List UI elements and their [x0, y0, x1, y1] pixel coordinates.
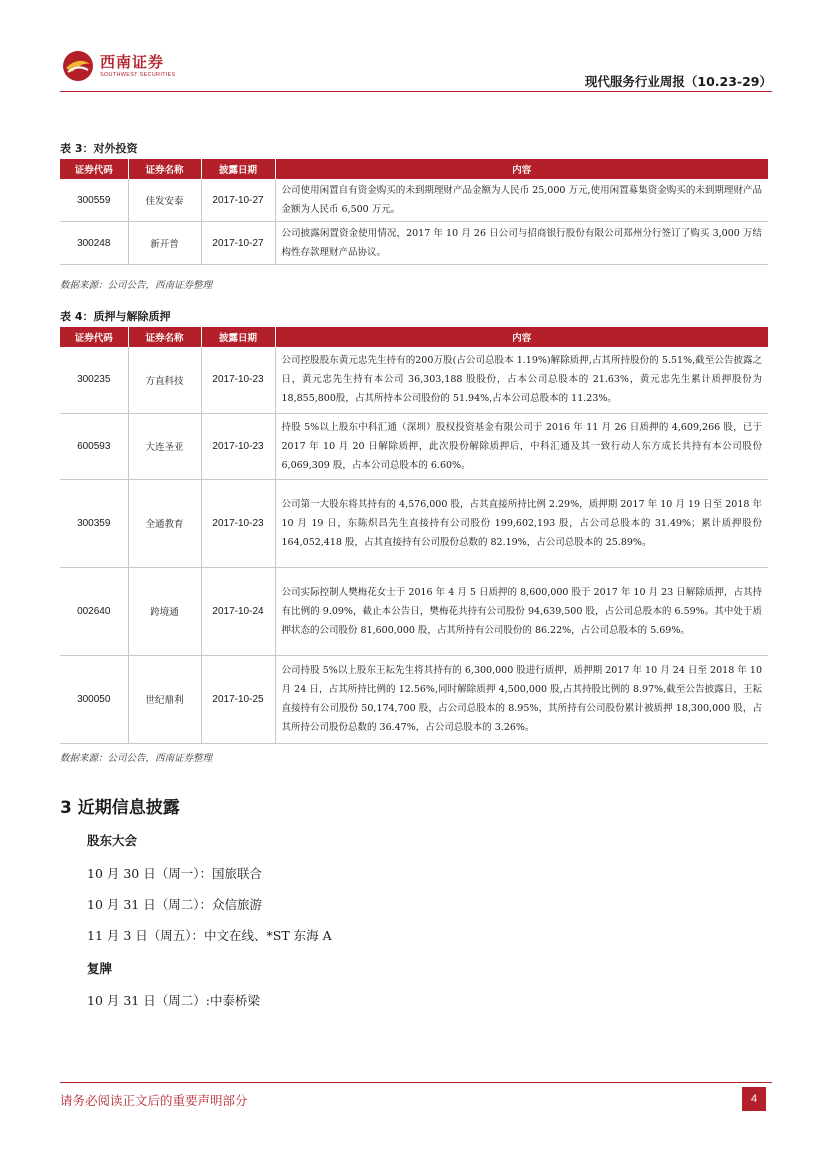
header-name: 证券名称 — [128, 327, 201, 347]
cell-date: 2017-10-27 — [201, 179, 275, 222]
header-code: 证券代码 — [60, 159, 128, 179]
list-item: 11 月 3 日（周五）：中文在线、*ST 东海 A — [87, 928, 332, 943]
table-row — [60, 179, 768, 222]
cell-code: 300359 — [60, 479, 128, 567]
cell-content: 公司披露闲置资金使用情况，2017 年 10 月 26 日公司与招商银行股份有限公司郑州分行签订了购买 3,000 万结构性存款理财产品协议。 — [275, 222, 768, 265]
cell-code: 300050 — [60, 655, 128, 743]
table4-caption: 表 4：质押与解除质押 — [60, 310, 171, 323]
list-item: 10 月 30 日（周一）：国旅联合 — [87, 866, 262, 881]
header-content: 内容 — [275, 159, 768, 179]
cell-name: 跨境通 — [128, 567, 201, 655]
table-header-row — [60, 159, 768, 179]
cell-date: 2017-10-27 — [201, 222, 275, 265]
cell-code: 300559 — [60, 179, 128, 222]
logo-english-name: SOUTHWEST SECURITIES — [100, 72, 176, 78]
cell-content: 公司控股股东黄元忠先生持有的200万股(占公司总股本 1.19%)解除质押,占其所持股份的 5.51%,截至公告披露之日，黄元忠先生持有本公司 36,303,188 股股份，占本公司总股本的 21.63%，黄元忠先生累计质押股份为 18,855,800股，占其所持本公司股份的 51.94%,占本公司总股本的 11.23%。 — [275, 347, 768, 413]
cell-content: 公司持股 5%以上股东王耘先生将其持有的 6,300,000 股进行质押，质押期 2017 年 10 月 24 日至 2018 年 10 月 24 日，占其所持比例的 12.56%,同时解除质押 4,500,000 股,占其持股比例的 8.97%,截至公告披露日，王耘直接持有公司股份 50,174,700 股，占公司总股本的 8.95%，其所持有公司股份累计被质押 18,300,000 股，占其所持公司股份总数的 36.47%，占公司总股本的 3.26%。 — [275, 655, 768, 743]
logo-emblem-icon — [62, 50, 94, 82]
header-date: 披露日期 — [201, 327, 275, 347]
cell-code: 300235 — [60, 347, 128, 413]
cell-date: 2017-10-23 — [201, 413, 275, 479]
table3-caption: 表 3：对外投资 — [60, 142, 138, 155]
table3-source: 数据来源：公司公告，西南证券整理 — [60, 280, 213, 291]
section-title: 3 近期信息披露 — [60, 798, 180, 818]
company-logo — [62, 48, 222, 84]
cell-content: 公司使用闲置自有资金购买的未到期理财产品金额为人民币 25,000 万元,使用闲置募集资金购买的未到期理财产品金额为人民币 6,500 万元。 — [275, 179, 768, 222]
shareholder-meeting-heading: 股东大会 — [87, 833, 138, 848]
page-footer — [60, 1082, 772, 1112]
cell-code: 002640 — [60, 567, 128, 655]
page-number: 4 — [742, 1087, 766, 1111]
table-row — [60, 567, 768, 655]
footer-disclaimer: 请务必阅读正文后的重要声明部分 — [60, 1093, 248, 1108]
cell-content: 公司实际控制人樊梅花女士于 2016 年 4 月 5 日质押的 8,600,000 股于 2017 年 10 月 23 日解除质押，占其持有比例的 9.09%，截止本公告日，樊梅花共持有公司股份 94,639,500 股，占公司总股本的 6.59%。其中处于质押状态的公司股份 81,600,000 股，占其所持有公司股份的 86.22%，占公司总股本的 5.69%。 — [275, 567, 768, 655]
cell-name: 全通教育 — [128, 479, 201, 567]
resumption-heading: 复牌 — [87, 961, 113, 976]
header-name: 证券名称 — [128, 159, 201, 179]
table-header-row — [60, 327, 768, 347]
cell-code: 300248 — [60, 222, 128, 265]
cell-date: 2017-10-23 — [201, 479, 275, 567]
cell-code: 600593 — [60, 413, 128, 479]
table-row — [60, 413, 768, 479]
table-row — [60, 222, 768, 265]
table4-source: 数据来源：公司公告，西南证券整理 — [60, 753, 213, 764]
page-header — [60, 44, 772, 92]
table4 — [60, 327, 768, 744]
table-row — [60, 655, 768, 743]
header-date: 披露日期 — [201, 159, 275, 179]
table3 — [60, 159, 768, 265]
cell-name: 佳发安泰 — [128, 179, 201, 222]
logo-chinese-name: 西南证券 — [100, 53, 165, 71]
cell-date: 2017-10-23 — [201, 347, 275, 413]
cell-content: 持股 5%以上股东中科汇通（深圳）股权投资基金有限公司于 2016 年 11 月 26 日质押的 4,609,266 股，已于 2017 年 10 月 20 日解除质押，此次股份解除质押后，中科汇通及其一致行动人东方成长共持有本公司股份 6,069,309 股，占本公司总股本的 6.60%。 — [275, 413, 768, 479]
table-row — [60, 347, 768, 413]
cell-name: 世纪鼎利 — [128, 655, 201, 743]
table-row — [60, 479, 768, 567]
cell-name: 大连圣亚 — [128, 413, 201, 479]
cell-date: 2017-10-25 — [201, 655, 275, 743]
header-content: 内容 — [275, 327, 768, 347]
cell-name: 新开普 — [128, 222, 201, 265]
list-item: 10 月 31 日（周二）：众信旅游 — [87, 897, 262, 912]
list-item: 10 月 31 日（周二）:中泰桥梁 — [87, 993, 260, 1008]
cell-name: 方直科技 — [128, 347, 201, 413]
cell-date: 2017-10-24 — [201, 567, 275, 655]
report-title: 现代服务行业周报（10.23-29） — [584, 74, 772, 89]
header-code: 证券代码 — [60, 327, 128, 347]
cell-content: 公司第一大股东将其持有的 4,576,000 股，占其直接所持比例 2.29%，质押期 2017 年 10 月 19 日至 2018 年 10 月 19 日，东陈炽昌先生直接持有公司股份 199,602,193 股，占公司总股本的 31.49%；累计质押股份 164,052,418 股，占其直接持有公司股份总数的 82.19%，占公司总股本的 25.89%。 — [275, 479, 768, 567]
